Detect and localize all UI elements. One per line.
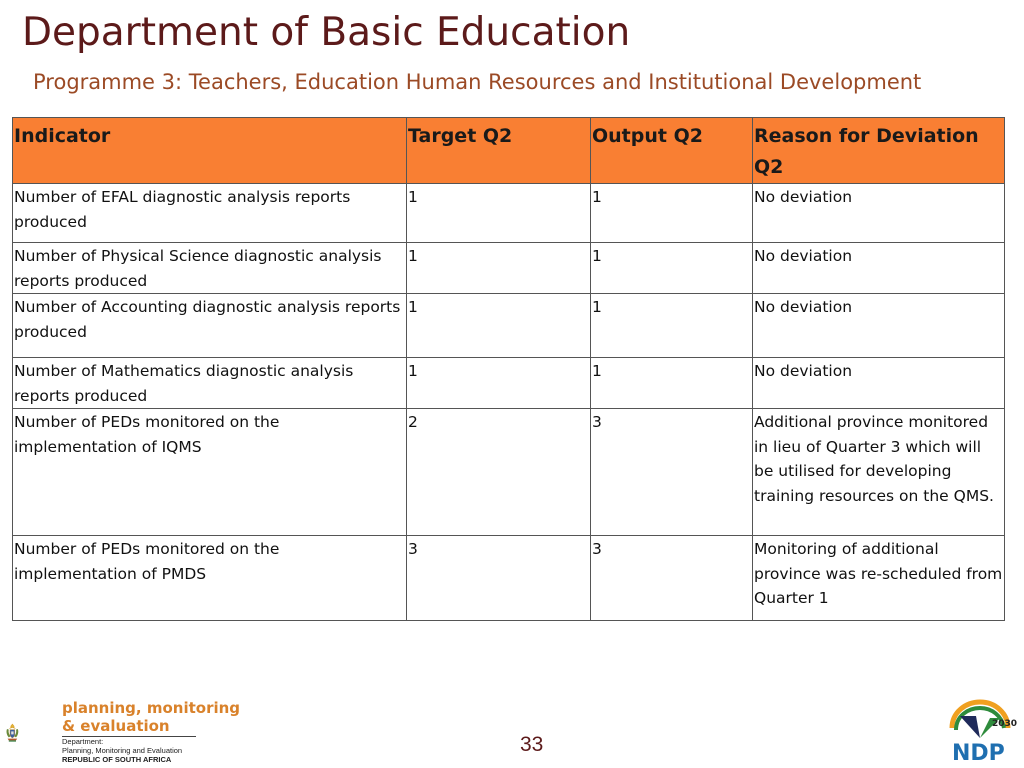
cell-output: 1	[591, 243, 753, 294]
cell-indicator: Number of Physical Science diagnostic analysis reports produced	[13, 243, 407, 294]
column-header-target: Target Q2	[407, 118, 591, 184]
cell-indicator: Number of EFAL diagnostic analysis reports produced	[13, 184, 407, 243]
dpme-country: REPUBLIC OF SOUTH AFRICA	[62, 755, 172, 764]
table-header-row	[13, 118, 1005, 184]
dpme-department-name: Planning, Monitoring and Evaluation	[62, 746, 183, 755]
cell-indicator: Number of PEDs monitored on the implementation of PMDS	[13, 536, 407, 621]
table-row	[13, 358, 1005, 409]
page-number: 33	[520, 733, 544, 756]
column-header-reason: Reason for Deviation Q2	[753, 118, 1005, 184]
cell-target: 1	[407, 184, 591, 243]
cell-target: 1	[407, 294, 591, 358]
cell-reason: No deviation	[753, 243, 1005, 294]
coat-of-arms-icon	[4, 698, 64, 766]
cell-reason: Monitoring of additional province was re-scheduled from Quarter 1	[753, 536, 1005, 621]
table-row	[13, 536, 1005, 621]
cell-indicator: Number of Accounting diagnostic analysis reports produced	[13, 294, 407, 358]
cell-target: 1	[407, 243, 591, 294]
cell-output: 1	[591, 358, 753, 409]
table-row	[13, 243, 1005, 294]
cell-reason: Additional province monitored in lieu of Quarter 3 which will be utilised for developing training resources on the QMS.	[753, 409, 1005, 536]
cell-reason: No deviation	[753, 184, 1005, 243]
cell-output: 3	[591, 536, 753, 621]
column-header-indicator: Indicator	[13, 118, 407, 184]
cell-indicator: Number of Mathematics diagnostic analysis reports produced	[13, 358, 407, 409]
table-row	[13, 294, 1005, 358]
cell-target: 2	[407, 409, 591, 536]
cell-reason: No deviation	[753, 294, 1005, 358]
cell-target: 1	[407, 358, 591, 409]
dpme-department-label: Department:	[62, 737, 104, 746]
cell-indicator: Number of PEDs monitored on the implementation of IQMS	[13, 409, 407, 536]
cell-output: 1	[591, 294, 753, 358]
table-row	[13, 409, 1005, 536]
cell-target: 3	[407, 536, 591, 621]
ndp-2030-logo-icon	[946, 698, 1018, 766]
column-header-output: Output Q2	[591, 118, 753, 184]
cell-output: 3	[591, 409, 753, 536]
page-subtitle: Programme 3: Teachers, Education Human Resources and Institutional Development	[33, 70, 922, 94]
table-row	[13, 184, 1005, 243]
dpme-tagline-line2: & evaluation	[62, 717, 170, 735]
ndp-year-text: 2030	[992, 719, 1018, 729]
ndp-label-text: NDP	[952, 741, 1005, 766]
cell-reason: No deviation	[753, 358, 1005, 409]
page-title: Department of Basic Education	[22, 10, 631, 55]
indicators-table	[12, 117, 1005, 621]
cell-output: 1	[591, 184, 753, 243]
dpme-tagline-line1: planning, monitoring	[62, 699, 241, 717]
